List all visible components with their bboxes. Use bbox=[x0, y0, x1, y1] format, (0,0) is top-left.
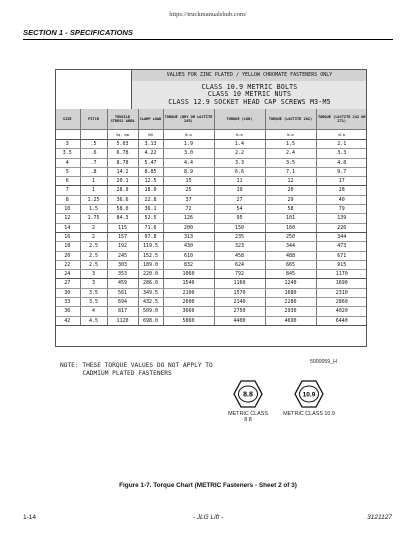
table-cell: 28.9 bbox=[107, 186, 138, 195]
table-cell: 220.0 bbox=[138, 270, 163, 279]
table-cell: 12 bbox=[265, 177, 316, 186]
table-cell: 344 bbox=[316, 232, 367, 241]
table-cell: 509.0 bbox=[138, 307, 163, 316]
table-cell: 2600 bbox=[163, 298, 214, 307]
table-cell: 1240 bbox=[265, 279, 316, 288]
table-cell: 4.8 bbox=[316, 158, 367, 167]
table-cell: 3.13 bbox=[138, 140, 163, 149]
table-cell: 12 bbox=[55, 214, 80, 223]
table-cell: 323 bbox=[214, 242, 265, 251]
table-cell: 3.3 bbox=[316, 149, 367, 158]
table-cell: 1.5 bbox=[80, 205, 107, 214]
footer-brand: - JLG Lift - bbox=[192, 514, 224, 521]
table-cell: 20.1 bbox=[107, 177, 138, 186]
table-cell: 18.0 bbox=[138, 186, 163, 195]
table-cell: 14 bbox=[55, 223, 80, 232]
table-cell: 40 bbox=[316, 195, 367, 204]
table-cell: 192 bbox=[107, 242, 138, 251]
table-cell: 1120 bbox=[107, 316, 138, 325]
table-cell: 2 bbox=[80, 223, 107, 232]
table-cell: 671 bbox=[316, 251, 367, 260]
table-cell: 2.5 bbox=[80, 251, 107, 260]
table-cell: 30 bbox=[55, 288, 80, 297]
table-cell: 488 bbox=[265, 251, 316, 260]
table-cell: 3.0 bbox=[163, 149, 214, 158]
table-cell: .7 bbox=[80, 158, 107, 167]
footnote bbox=[60, 362, 213, 378]
table-cell: 4 bbox=[80, 307, 107, 316]
table-cell: 42 bbox=[55, 316, 80, 325]
table-cell: 220 bbox=[316, 223, 367, 232]
table-cell: 1680 bbox=[265, 288, 316, 297]
table-cell: .5 bbox=[80, 140, 107, 149]
table-cell: 2.5 bbox=[80, 242, 107, 251]
table-cell: 16 bbox=[55, 232, 80, 241]
table-cell: 4020 bbox=[316, 307, 367, 316]
table-cell: .6 bbox=[80, 149, 107, 158]
table-cell: 832 bbox=[163, 260, 214, 269]
table-cell: 6.6 bbox=[214, 167, 265, 176]
table-cell: 1.5 bbox=[265, 140, 316, 149]
table-cell: 1.25 bbox=[80, 195, 107, 204]
table-cell: 27 bbox=[55, 279, 80, 288]
table-cell: 6440 bbox=[316, 316, 367, 325]
table-cell: 71.6 bbox=[138, 223, 163, 232]
table-cell: 313 bbox=[163, 232, 214, 241]
table-cell: 150 bbox=[214, 223, 265, 232]
col-size-header: SIZE bbox=[55, 109, 80, 130]
table-cell: 353 bbox=[107, 270, 138, 279]
table-cell: 1170 bbox=[316, 270, 367, 279]
table-cell: 286.0 bbox=[138, 279, 163, 288]
table-cell: 1690 bbox=[316, 279, 367, 288]
figure-id: 5000059_H bbox=[310, 359, 337, 365]
table-cell: 152.5 bbox=[138, 251, 163, 260]
table-cell: 817 bbox=[107, 307, 138, 316]
table-cell: 2860 bbox=[316, 298, 367, 307]
class-line: CLASS 10.9 METRIC BOLTS bbox=[201, 82, 298, 91]
table-cell: 19 bbox=[214, 186, 265, 195]
table-cell: 1160 bbox=[214, 279, 265, 288]
table-cell: 72 bbox=[163, 205, 214, 214]
table-cell: 610 bbox=[163, 251, 214, 260]
table-cell: 3.5 bbox=[80, 288, 107, 297]
page-number: 1-14 bbox=[23, 514, 37, 521]
table-cell: 3 bbox=[55, 140, 80, 149]
table-cell: 245 bbox=[107, 251, 138, 260]
table-cell: 97.8 bbox=[138, 232, 163, 241]
table-cell: 665 bbox=[265, 260, 316, 269]
header-rule bbox=[23, 39, 393, 40]
table-cell: 22 bbox=[55, 260, 80, 269]
table-cell: 694 bbox=[107, 298, 138, 307]
table-cell: 1060 bbox=[163, 270, 214, 279]
bolt-head-8-8-icon bbox=[233, 379, 263, 409]
table-cell: 58.0 bbox=[107, 205, 138, 214]
note-line: NOTE: THESE TORQUE VALUES DO NOT APPLY TO bbox=[60, 362, 213, 369]
table-cell: 2 bbox=[80, 232, 107, 241]
table-cell: 126 bbox=[163, 214, 214, 223]
unit-cell: Sq. mm bbox=[107, 130, 138, 140]
bolt-head-10-9-icon bbox=[294, 379, 324, 409]
table-cell: 458 bbox=[214, 251, 265, 260]
table-cell: 430 bbox=[163, 242, 214, 251]
unit-cell: KN bbox=[138, 130, 163, 140]
table-cell: 624 bbox=[214, 260, 265, 269]
table-cell: 18 bbox=[55, 242, 80, 251]
table-cell: 15 bbox=[163, 177, 214, 186]
table-cell: 10 bbox=[55, 205, 80, 214]
table-cell: 36 bbox=[55, 307, 80, 316]
table-cell: 7 bbox=[55, 186, 80, 195]
table-cell: 17 bbox=[316, 177, 367, 186]
table-cell: 4 bbox=[55, 158, 80, 167]
table-cell: 79 bbox=[316, 205, 367, 214]
table-cell: .8 bbox=[80, 167, 107, 176]
unit-cell: N.m bbox=[214, 130, 265, 140]
table-cell: 189.0 bbox=[138, 260, 163, 269]
table-cell: 1540 bbox=[163, 279, 214, 288]
table-cell: 160 bbox=[265, 223, 316, 232]
table-cell: 20 bbox=[265, 186, 316, 195]
table-cell: 4.5 bbox=[80, 316, 107, 325]
table-cell: 3.5 bbox=[55, 149, 80, 158]
table-cell: 2280 bbox=[265, 298, 316, 307]
doc-number: 3121127 bbox=[367, 514, 392, 521]
table-cell: 4.4 bbox=[163, 158, 214, 167]
table-cell: 2.1 bbox=[316, 140, 367, 149]
table-cell: 36.6 bbox=[107, 195, 138, 204]
table-cell: 1.4 bbox=[214, 140, 265, 149]
table-cell: 115 bbox=[107, 223, 138, 232]
chart-frame bbox=[55, 69, 367, 347]
table-cell: 2310 bbox=[316, 288, 367, 297]
table-cell: 58 bbox=[265, 205, 316, 214]
table-cell: 95 bbox=[214, 214, 265, 223]
table-cell: 235 bbox=[214, 232, 265, 241]
table-cell: 11 bbox=[214, 177, 265, 186]
table-cell: 8 bbox=[55, 195, 80, 204]
table-cell: 5860 bbox=[163, 316, 214, 325]
table-cell: 200 bbox=[163, 223, 214, 232]
table-cell: 5.47 bbox=[138, 158, 163, 167]
unit-cell: N.m bbox=[163, 130, 214, 140]
unit-cell: N.m bbox=[265, 130, 316, 140]
table-cell: 303 bbox=[107, 260, 138, 269]
table-cell: 698.0 bbox=[138, 316, 163, 325]
table-cell: 2140 bbox=[214, 298, 265, 307]
table-cell: 2750 bbox=[214, 307, 265, 316]
table-cell: 3 bbox=[80, 270, 107, 279]
table-cell: 54 bbox=[214, 205, 265, 214]
col-torque-262-header: TORQUE (LOCTITE 262) bbox=[265, 109, 316, 130]
section-title: SECTION 1 - SPECIFICATIONS bbox=[23, 28, 133, 37]
table-cell: 845 bbox=[265, 270, 316, 279]
table-cell: 28 bbox=[316, 186, 367, 195]
table-cell: 6 bbox=[55, 177, 80, 186]
bolt-label-8-8: METRIC CLASS 8.8 bbox=[228, 411, 268, 423]
table-cell: 1 bbox=[80, 177, 107, 186]
class-line: CLASS 12.9 SOCKET HEAD CAP SCREWS M3-M5 bbox=[168, 97, 331, 106]
table-cell: 37 bbox=[163, 195, 214, 204]
table-cell: 101 bbox=[265, 214, 316, 223]
table-cell: 1 bbox=[80, 186, 107, 195]
table-cell: 915 bbox=[316, 260, 367, 269]
table-cell: 4.22 bbox=[138, 149, 163, 158]
table-cell: 2.2 bbox=[214, 149, 265, 158]
col-torque-dry-header: TORQUE (DRY OR LOCTITE 263) bbox=[163, 109, 214, 130]
source-url[interactable]: https://truckmanualshub.com/ bbox=[169, 11, 247, 18]
table-cell: 9.7 bbox=[316, 167, 367, 176]
table-cell: 5.03 bbox=[107, 140, 138, 149]
table-cell: 344 bbox=[265, 242, 316, 251]
table-cell: 5 bbox=[55, 167, 80, 176]
table-cell: 8.78 bbox=[107, 158, 138, 167]
table-cell: 36.1 bbox=[138, 205, 163, 214]
bolt-label-10-9: METRIC CLASS 10.9 bbox=[283, 411, 335, 417]
table-cell: 27 bbox=[214, 195, 265, 204]
table-cell: 29 bbox=[265, 195, 316, 204]
table-cell: 250 bbox=[265, 232, 316, 241]
table-cell: 3.3 bbox=[214, 158, 265, 167]
bolt-mark-10-9: 10.9 bbox=[302, 391, 316, 399]
table-cell: 6.78 bbox=[107, 149, 138, 158]
values-banner: VALUES FOR ZINC PLATED / YELLOW CHROMATE FASTENERS ONLY bbox=[132, 69, 367, 82]
table-cell: 4400 bbox=[214, 316, 265, 325]
table-cell: 7.1 bbox=[265, 167, 316, 176]
torque-chart bbox=[55, 69, 367, 347]
table-cell: 8.85 bbox=[138, 167, 163, 176]
table-cell: 14.2 bbox=[107, 167, 138, 176]
col-pitch-header: PITCH bbox=[80, 109, 107, 130]
table-cell: 2.4 bbox=[265, 149, 316, 158]
table-cell: 459 bbox=[107, 279, 138, 288]
class-line: CLASS 10 METRIC NUTS bbox=[207, 90, 292, 99]
table-cell: 1.9 bbox=[163, 140, 214, 149]
table-cell: 8.9 bbox=[163, 167, 214, 176]
table-cell: 2.5 bbox=[80, 260, 107, 269]
col-tensile-header: TENSILE STRESS AREA bbox=[107, 109, 138, 130]
table-cell: 3660 bbox=[163, 307, 214, 316]
table-cell: 561 bbox=[107, 288, 138, 297]
table-cell: 2100 bbox=[163, 288, 214, 297]
table-cell: 157 bbox=[107, 232, 138, 241]
col-clamp-header: CLAMP LOAD bbox=[138, 109, 163, 130]
col-torque-242-header: TORQUE (LOCTITE 242 OR 271) bbox=[316, 109, 367, 130]
table-cell: 1570 bbox=[214, 288, 265, 297]
table-cell: 2930 bbox=[265, 307, 316, 316]
table-cell: 4690 bbox=[265, 316, 316, 325]
table-cell: 349.5 bbox=[138, 288, 163, 297]
table-cell: 432.5 bbox=[138, 298, 163, 307]
table-cell: 25 bbox=[163, 186, 214, 195]
table-cell: 3.5 bbox=[80, 298, 107, 307]
col-torque-lub-header: TORQUE (LUB) bbox=[214, 109, 265, 130]
table-cell: 24 bbox=[55, 270, 80, 279]
table-cell: 84.3 bbox=[107, 214, 138, 223]
table-cell: 473 bbox=[316, 242, 367, 251]
table-cell: 33 bbox=[55, 298, 80, 307]
table-cell: 1.75 bbox=[80, 214, 107, 223]
table-cell: 119.5 bbox=[138, 242, 163, 251]
table-cell: 792 bbox=[214, 270, 265, 279]
table-cell: 52.5 bbox=[138, 214, 163, 223]
table-cell: 12.5 bbox=[138, 177, 163, 186]
unit-cell: N.m bbox=[316, 130, 367, 140]
table-cell: 20 bbox=[55, 251, 80, 260]
table-cell: 3.5 bbox=[265, 158, 316, 167]
table-cell: 139 bbox=[316, 214, 367, 223]
note-line: CADMIUM PLATED FASTENERS bbox=[60, 370, 172, 377]
bolt-mark-8-8: 8.8 bbox=[243, 391, 253, 399]
figure-caption: Figure 1-7. Torque Chart (METRIC Fasteners - Sheet 2 of 3) bbox=[119, 482, 297, 489]
table-cell: 22.8 bbox=[138, 195, 163, 204]
table-cell: 3 bbox=[80, 279, 107, 288]
